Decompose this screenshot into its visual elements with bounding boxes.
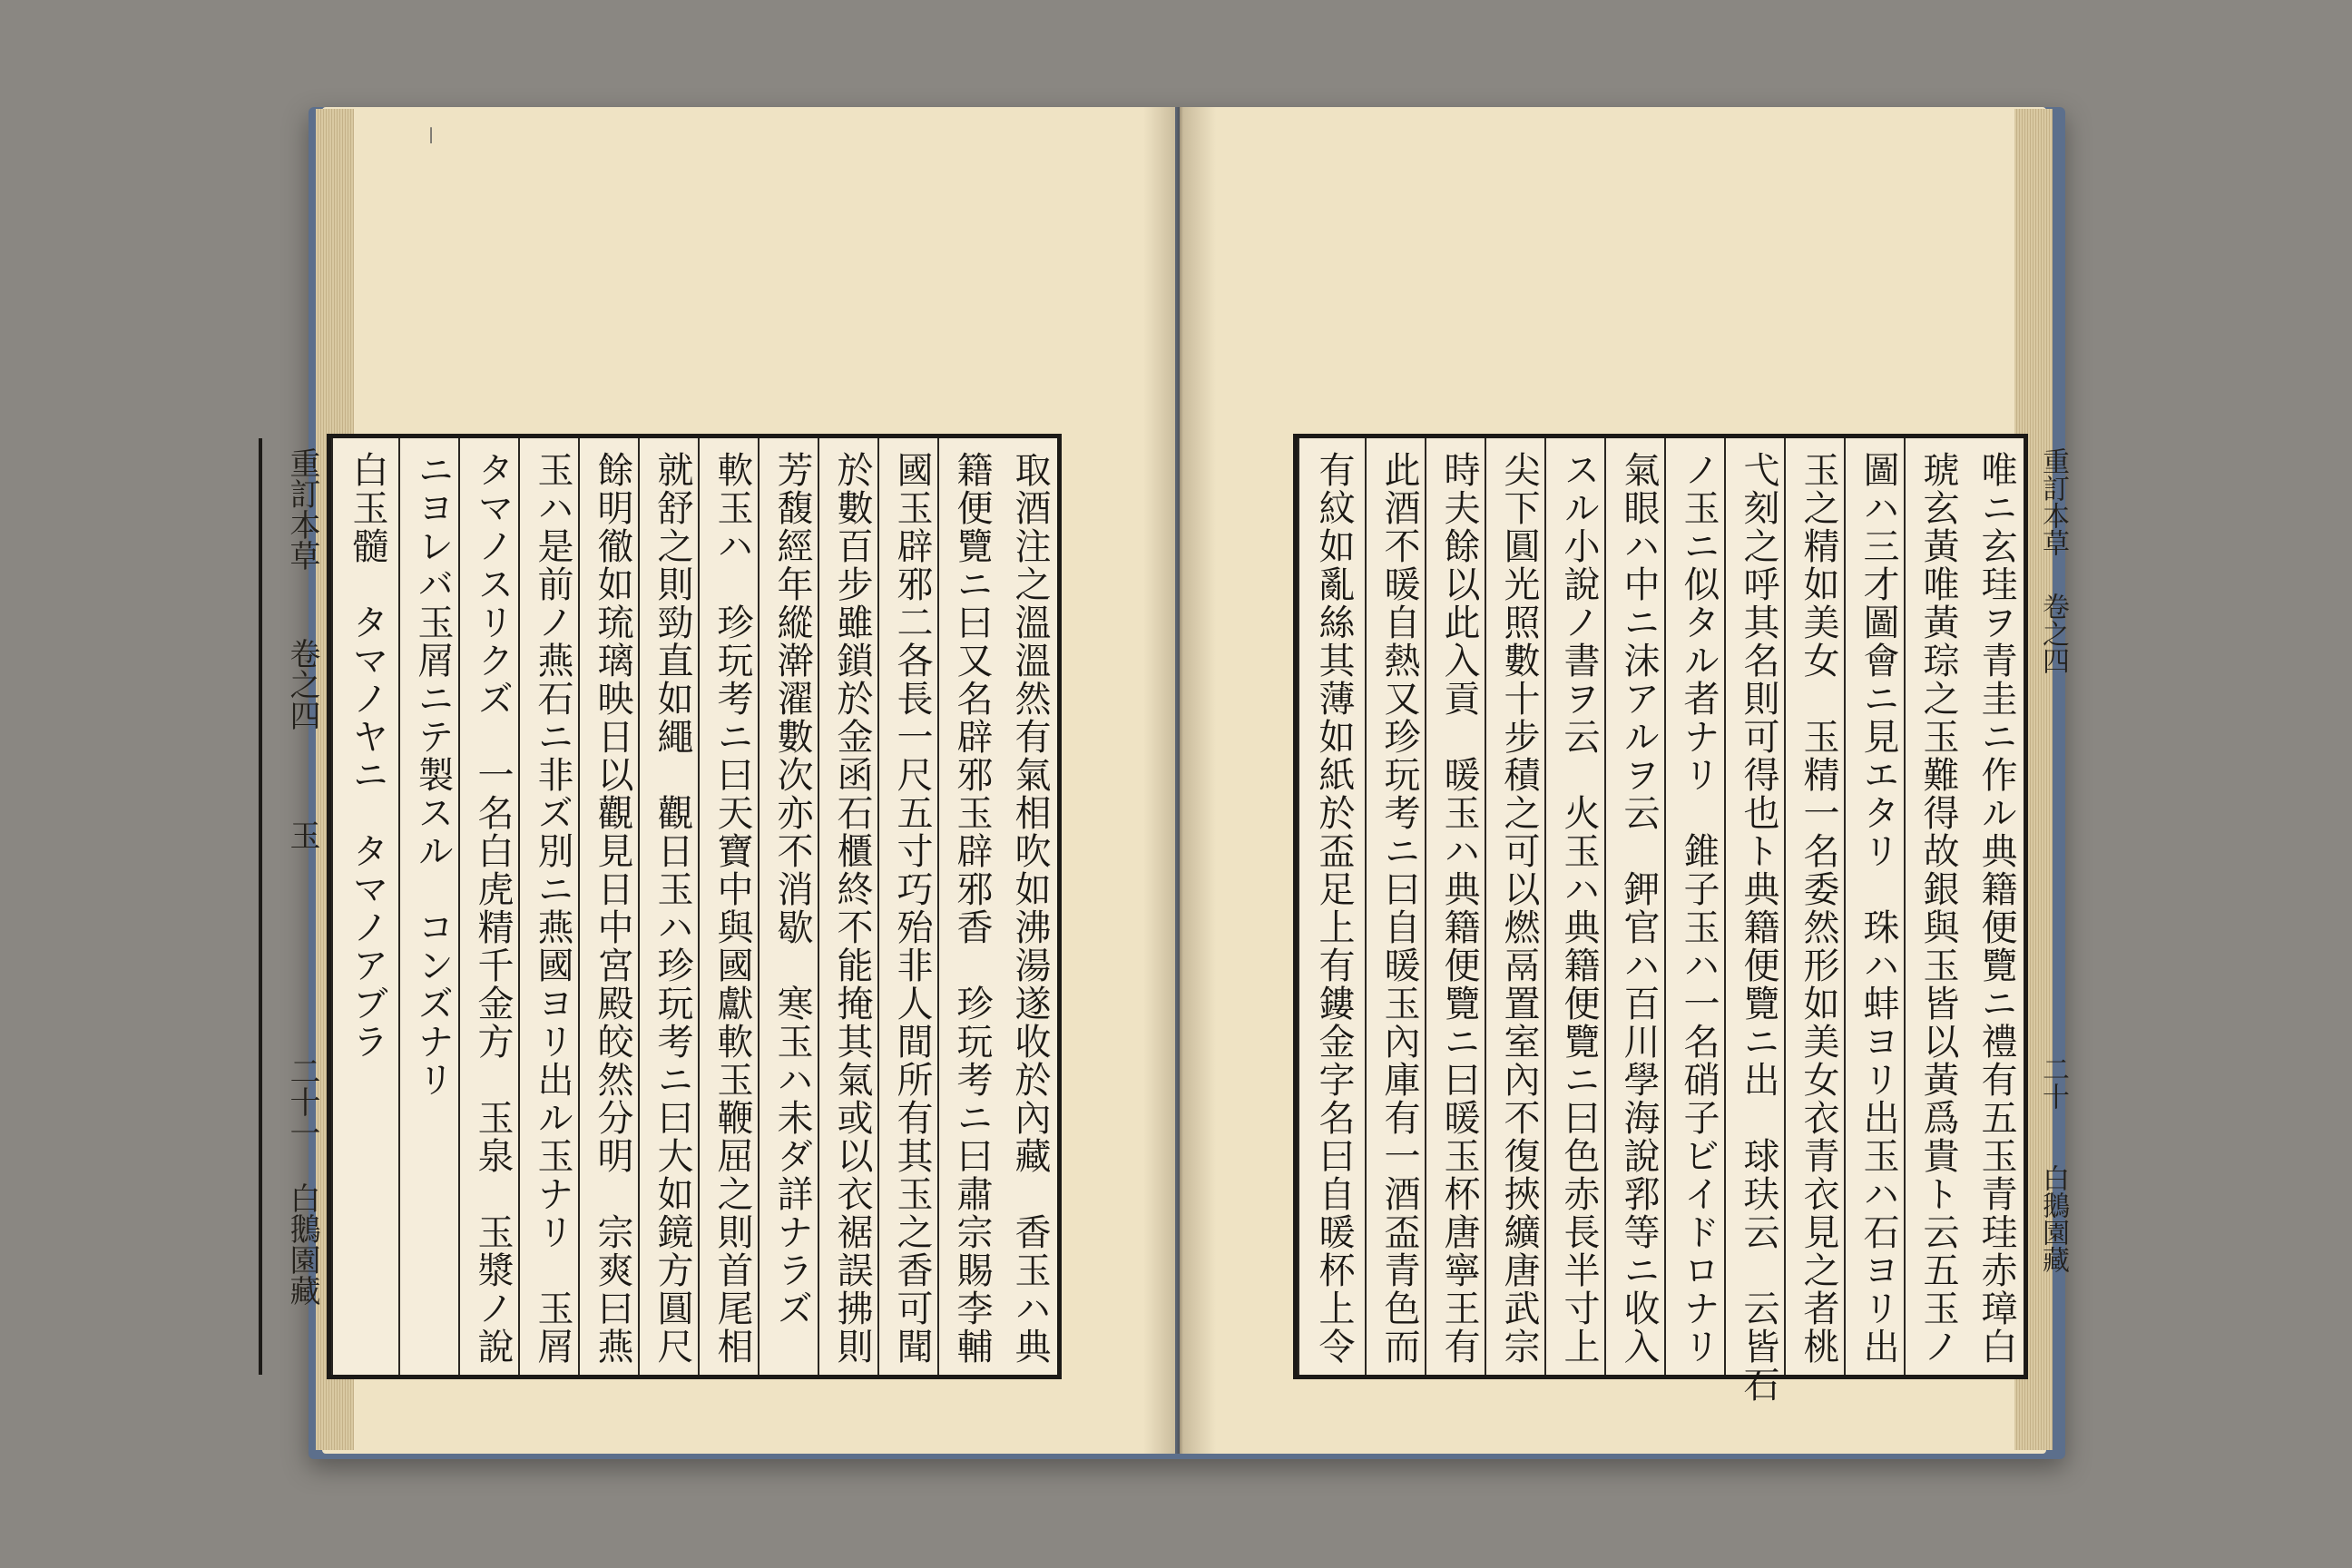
column-text: 於數百步雖鎖於金函石櫃終不能掩其氣或以衣裾誤拂則 [831,451,873,1366]
text-column [1298,438,1367,1375]
column-text: 圖ハ三才圖會ニ見エタリ 珠ハ蚌ヨリ出玉ハ石ヨリ出 [1857,451,1899,1366]
column-text: 國玉辟邪二各長一尺五寸巧殆非人間所有其玉之香可聞 [891,451,933,1366]
column-text: ニヨレバ玉屑ニテ製スル コンズナリ [412,451,454,1099]
page-speck: | [428,125,435,144]
column-text: 氣眼ハ中ニ沫アルヲ云 鉀官ハ百川學海說郛等ニ收入 [1618,451,1660,1366]
column-text: 白玉髓 タマノヤニ タマノアブラ [347,451,388,1061]
text-column [458,438,520,1375]
text-column [1485,438,1546,1375]
book-gutter [1143,107,1216,1454]
column-text: 有紋如亂絲其薄如紙於盃足上有鏤金字名曰自暖杯上令 [1313,451,1355,1366]
text-column [1604,438,1666,1375]
text-column [1664,438,1726,1375]
text-column [1784,438,1846,1375]
right-margin-title: 重訂本草 [2037,447,2069,556]
column-text: 時夫餘以此入貢 暖玉ハ典籍便覽ニ曰暖玉杯唐寧王有 [1438,451,1480,1366]
text-column [877,438,939,1375]
column-text: 唯ニ玄珪ヲ青圭ニ作ル典籍便覽ニ禮有五玉青珪赤璋白 [1975,451,2017,1366]
column-text: ノ玉ニ似タル者ナリ 錐子玉ハ一名硝子ビイドロナリ [1678,451,1720,1366]
text-column [1425,438,1486,1375]
text-column [698,438,760,1375]
column-text: 玉ハ是前ノ燕石ニ非ズ別ニ燕國ヨリ出ル玉ナリ 玉屑 [532,451,573,1366]
text-column [331,438,400,1375]
left-margin-publisher: 白鵝園藏 [284,1182,320,1306]
text-column [1844,438,1906,1375]
column-text: 尖下圓光照數十步積之可以燃鬲置室內不復挾纊唐武宗 [1498,451,1540,1366]
column-text: 就舒之則勁直如繩 觀日玉ハ珍玩考ニ曰大如鏡方圓尺 [652,451,693,1366]
right-margin-column [2024,438,2073,1375]
text-column [818,438,879,1375]
text-column [518,438,580,1375]
column-text: 芳馥經年縱澣濯數次亦不消歇 寒玉ハ未ダ詳ナラズ [771,451,813,1328]
text-column [997,438,1057,1375]
text-column [578,438,640,1375]
right-margin-volume: 卷之四 [2037,593,2069,674]
left-margin-column [259,438,333,1375]
left-margin-volume: 卷之四 [284,638,320,730]
text-column [1964,438,2024,1375]
left-text-frame [284,434,1062,1379]
column-text: タマノスリクズ 一名白虎精千金方 玉泉 玉漿ノ說 [472,451,514,1366]
left-margin-section: 玉 [284,819,320,850]
text-column [1544,438,1606,1375]
text-column [1365,438,1426,1375]
column-text: 軟玉ハ 珍玩考ニ曰天寶中與國獻軟玉鞭屈之則首尾相 [711,451,753,1366]
text-column [1904,438,1965,1375]
right-margin-folio: 二十 [2037,1055,2069,1110]
column-text: 餘明徹如琉璃映日以觀見日中宮殿皎然分明 宗爽曰燕 [592,451,633,1366]
column-text: スル小說ノ書ヲ云 火玉ハ典籍便覽ニ曰色赤長半寸上 [1558,451,1600,1366]
column-text: 取酒注之溫溫然有氣相吹如沸湯遂收於內藏 香玉ハ典 [1009,451,1051,1366]
column-text: 弋刻之呼其名則可得也ト典籍便覽ニ出 球玞云 云皆石 [1738,451,1779,1404]
column-text: 此酒不暖自熱又珍玩考ニ曰自暖玉內庫有一酒盃青色而 [1378,451,1420,1366]
text-column [758,438,819,1375]
text-column [1724,438,1786,1404]
text-column [937,438,999,1375]
column-text: 琥玄黃唯黃琮之玉難得故銀與玉皆以黃爲貴ト云五玉ノ [1917,451,1959,1366]
text-column [638,438,700,1375]
left-margin-title: 重訂本草 [284,447,320,571]
column-text: 籍便覽ニ曰又名辟邪玉辟邪香 珍玩考ニ曰肅宗賜李輔 [951,451,993,1366]
text-column [398,438,460,1375]
column-text: 玉之精如美女 玉精一名委然形如美女衣青衣見之者桃 [1798,451,1839,1366]
left-margin-folio: 二十一 [284,1055,320,1148]
right-margin-publisher: 白鵝園藏 [2037,1164,2069,1273]
right-text-frame [1293,434,2069,1404]
